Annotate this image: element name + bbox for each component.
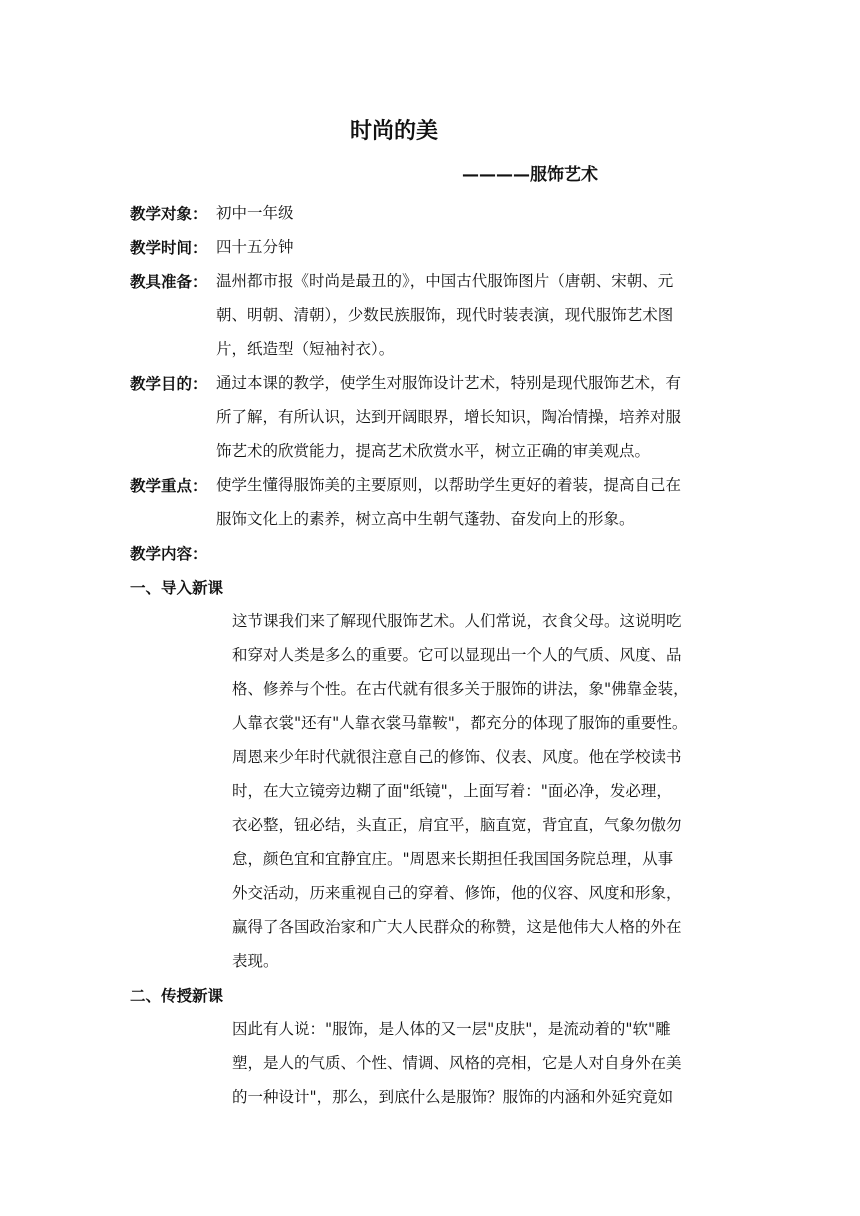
document-subtitle: ————服饰艺术 (462, 165, 598, 185)
section-intro-line: 这节课我们来了解现代服饰艺术。人们常说，衣食父母。这说明吃 (232, 612, 682, 630)
field-value-time: 四十五分钟 (216, 238, 294, 256)
section-heading-intro: 一、导入新课 (130, 579, 224, 597)
field-label-focus: 教学重点： (130, 477, 208, 495)
field-value-materials-line: 温州都市报《时尚是最丑的》，中国古代服饰图片（唐朝、宋朝、元 (216, 272, 674, 290)
field-value-target: 初中一年级 (216, 204, 294, 222)
section-intro-line: 和穿对人类是多么的重要。它可以显现出一个人的气质、风度、品 (232, 646, 682, 664)
section-intro-line: 周恩来少年时代就很注意自己的修饰、仪表、风度。他在学校读书 (232, 748, 682, 766)
section-intro-line: 格、修养与个性。在古代就有很多关于服饰的讲法，象"佛靠金装， (232, 680, 689, 698)
section-intro-line: 人靠衣裳"还有"人靠衣裳马靠鞍"，都充分的体现了服饰的重要性。 (232, 714, 688, 732)
field-label-time: 教学时间： (130, 239, 208, 257)
section-teaching-line: 塑，是人的气质、个性、情调、风格的亮相，它是人对自身外在美 (232, 1054, 682, 1072)
field-value-purpose-line: 饰艺术的欣赏能力，提高艺术欣赏水平，树立正确的审美观点。 (216, 442, 651, 460)
field-label-purpose: 教学目的： (130, 375, 208, 393)
field-value-focus-line: 使学生懂得服饰美的主要原则，以帮助学生更好的着装，提高自己在 (216, 476, 682, 494)
section-intro-line: 怠，颜色宜和宜静宜庄。"周恩来长期担任我国国务院总理，从事 (232, 850, 674, 868)
section-heading-teaching: 二、传授新课 (130, 987, 224, 1005)
field-label-content: 教学内容： (130, 545, 208, 563)
section-intro-line: 衣必整，钮必结，头直正，肩宜平，脑直宽，背宜直，气象勿傲勿 (232, 816, 682, 834)
field-value-purpose-line: 通过本课的教学，使学生对服饰设计艺术，特别是现代服饰艺术，有 (216, 374, 682, 392)
document-title: 时尚的美 (350, 119, 439, 144)
section-teaching-line: 的一种设计"，那么，到底什么是服饰？服饰的内涵和外延究竟如 (232, 1088, 674, 1106)
section-intro-line: 赢得了各国政治家和广大人民群众的称赞，这是他伟大人格的外在 (232, 918, 682, 936)
section-teaching-line: 因此有人说："服饰，是人体的又一层"皮肤"，是流动着的"软"雕 (232, 1020, 671, 1038)
field-value-materials-line: 朝、明朝、清朝），少数民族服饰，现代时装表演，现代服饰艺术图 (216, 306, 674, 324)
section-intro-line: 时，在大立镜旁边糊了面"纸镜"，上面写着："面必净，发必理， (232, 782, 672, 800)
field-value-focus-line: 服饰文化上的素养，树立高中生朝气蓬勃、奋发向上的形象。 (216, 510, 635, 528)
field-value-purpose-line: 所了解，有所认识，达到开阔眼界，增长知识，陶冶情操，培养对服 (216, 408, 682, 426)
field-label-target: 教学对象： (130, 205, 208, 223)
field-label-materials: 教具准备： (130, 273, 208, 291)
section-intro-line: 表现。 (232, 952, 279, 970)
field-value-materials-line: 片，纸造型（短袖衬衣）。 (216, 340, 395, 358)
section-intro-line: 外交活动，历来重视自己的穿着、修饰，他的仪容、风度和形象， (232, 884, 682, 902)
